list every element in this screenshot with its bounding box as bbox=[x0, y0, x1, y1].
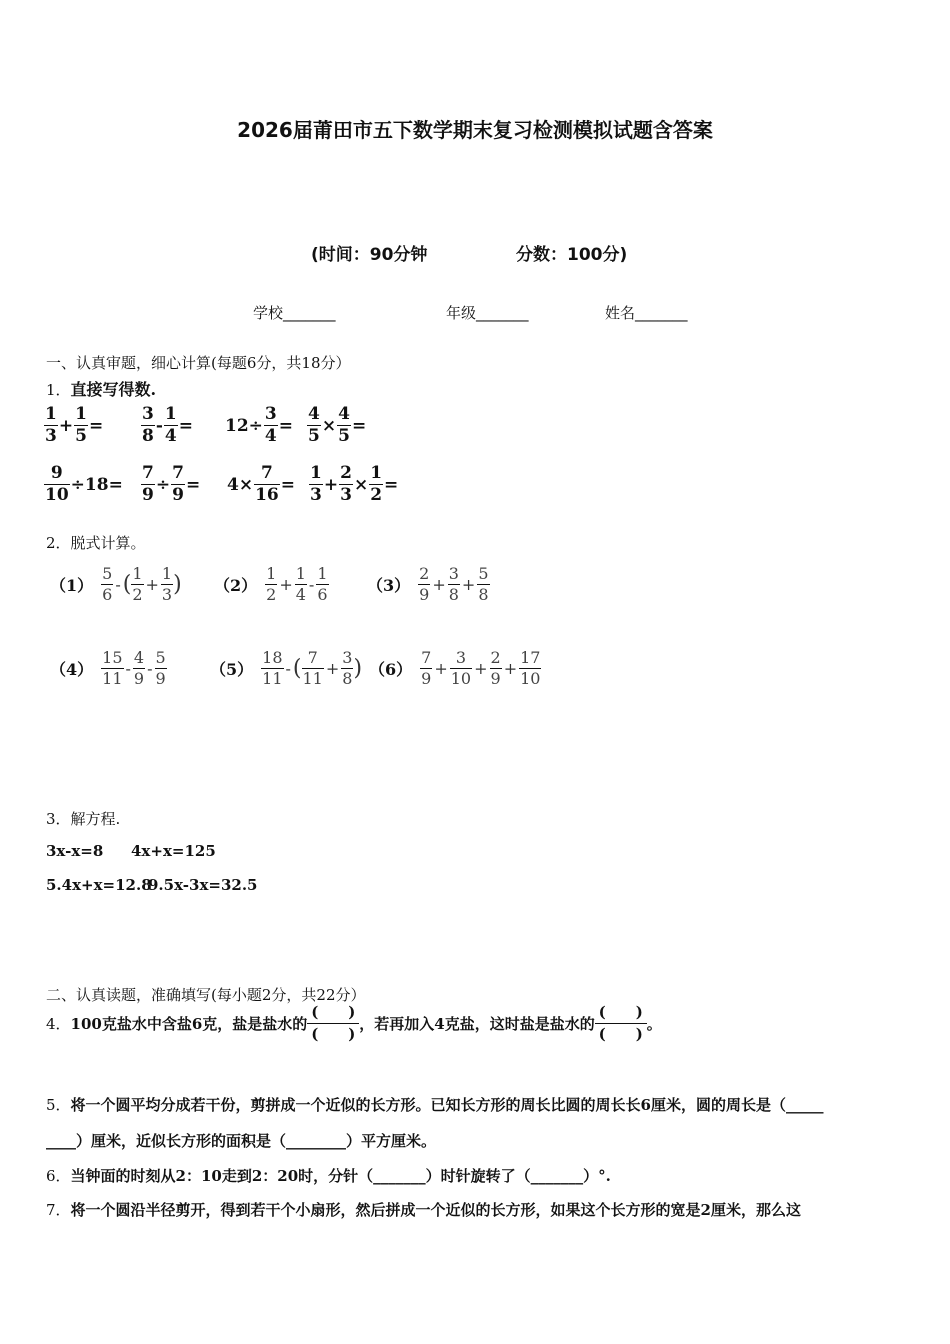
fraction: $\frac{1}{4}$ bbox=[164, 404, 177, 446]
fraction: $\frac{3}{8}$ bbox=[342, 648, 353, 688]
name-blank: _______ bbox=[635, 304, 688, 322]
fraction: $\frac{1}{3}$ bbox=[45, 404, 57, 446]
q1-item-6: $\frac{7}{9}$ ÷ $\frac{7}{9}$ = bbox=[142, 463, 201, 505]
q7-text: 将一个圆沿半径剪开，得到若干个小扇形，然后拼成一个近似的长方形，如果这个长方形的宽是2厘米，那么这 bbox=[70, 1201, 801, 1219]
fraction: $\frac{7}{11}$ bbox=[302, 648, 323, 688]
q3-header bbox=[46, 808, 120, 829]
q3-num: 3． bbox=[46, 810, 71, 828]
q2-label: （5） bbox=[210, 660, 254, 679]
q1-num: 1． bbox=[46, 381, 71, 399]
fraction: $\frac{1}{3}$ bbox=[310, 463, 322, 505]
fraction: $\frac{2}{3}$ bbox=[340, 463, 352, 505]
fraction: $\frac{1}{6}$ bbox=[317, 564, 328, 604]
fraction: $\frac{7}{9}$ bbox=[142, 463, 154, 505]
fraction: $\frac{2}{9}$ bbox=[490, 648, 501, 688]
section2-heading: 二、认真读题，准确填写(每小题2分，共22分） bbox=[46, 986, 366, 1004]
fraction: $\frac{5}{6}$ bbox=[102, 564, 113, 604]
section1-heading: 一、认真审题，细心计算(每题6分，共18分） bbox=[46, 354, 351, 372]
q1-item-3: 12÷ $\frac{3}{4}$ = bbox=[225, 404, 293, 446]
fraction: $\frac{7}{16}$ bbox=[255, 463, 279, 505]
q1-item-5: $\frac{9}{10}$ ÷18= bbox=[45, 463, 123, 505]
fraction: $\frac{2}{9}$ bbox=[419, 564, 430, 604]
q2-label: （2） bbox=[214, 576, 258, 595]
grade-blank: _______ bbox=[476, 304, 529, 322]
q2-expr-2: （2） $\frac{1}{2}$ + $\frac{1}{4}$ - $\frac{1}{6}$ bbox=[214, 564, 328, 604]
grade-label: 年级 bbox=[446, 304, 477, 322]
q1-item-8: $\frac{1}{3}$ + $\frac{2}{3}$ × $\frac{1}{2}$ = bbox=[310, 463, 399, 505]
q2-label: （6） bbox=[369, 660, 413, 679]
q7-line bbox=[46, 1199, 801, 1220]
fraction: $\frac{1}{5}$ bbox=[75, 404, 87, 446]
grade-field bbox=[446, 302, 529, 323]
q2-expr-4: （4） $\frac{15}{11}$ - $\frac{4}{9}$ - $\frac{5}{9}$ bbox=[50, 648, 166, 688]
name-field bbox=[605, 302, 688, 323]
q1-item-2: $\frac{3}{8}$ - $\frac{1}{4}$ = bbox=[142, 404, 193, 446]
exam-score: 分数：100分) bbox=[516, 245, 628, 265]
school-label: 学校 bbox=[253, 304, 284, 322]
fraction: $\frac{5}{9}$ bbox=[155, 648, 166, 688]
q5-num: 5． bbox=[46, 1096, 71, 1114]
q1-item-4: $\frac{4}{5}$ × $\frac{4}{5}$ = bbox=[308, 404, 367, 446]
q6-line bbox=[46, 1165, 611, 1186]
q4-answer-fraction-1: ( ) ( ) bbox=[307, 1005, 359, 1042]
fraction: $\frac{1}{2}$ bbox=[370, 463, 383, 505]
q1-text: 直接写得数. bbox=[70, 380, 157, 399]
name-label: 姓名 bbox=[605, 304, 636, 322]
q2-label: （1） bbox=[50, 576, 94, 595]
q2-header bbox=[46, 532, 146, 553]
q1-header bbox=[46, 377, 156, 400]
fraction: $\frac{1}{3}$ bbox=[161, 564, 173, 604]
fraction: $\frac{3}{8}$ bbox=[142, 404, 154, 446]
fraction: $\frac{5}{8}$ bbox=[478, 564, 489, 604]
q4-num: 4． bbox=[46, 1015, 71, 1033]
fraction: $\frac{7}{9}$ bbox=[172, 463, 184, 505]
fraction: $\frac{4}{5}$ bbox=[338, 404, 350, 446]
fraction: $\frac{17}{10}$ bbox=[520, 648, 541, 688]
fraction: $\frac{1}{2}$ bbox=[266, 564, 277, 604]
fraction: $\frac{1}{4}$ bbox=[295, 564, 306, 604]
q2-expr-6: （6） $\frac{7}{9}$ + $\frac{3}{10}$ + $\frac{2}{9}$ + $\frac{17}{10}$ bbox=[369, 648, 541, 688]
q2-expr-1: （1） $\frac{5}{6}$ -( $\frac{1}{2}$ + $\frac{1}{3}$ ) bbox=[50, 564, 182, 604]
exam-time: (时间：90分钟 bbox=[311, 245, 428, 265]
q4-part2: ，若再加入4克盐，这时盐是盐水的 bbox=[359, 1015, 595, 1033]
q4-line bbox=[46, 1005, 662, 1042]
fraction: $\frac{3}{10}$ bbox=[450, 648, 472, 688]
q7-num: 7． bbox=[46, 1201, 71, 1219]
q1-item-1: $\frac{1}{3}$ + $\frac{1}{5}$ = bbox=[45, 404, 104, 446]
fraction: $\frac{4}{5}$ bbox=[308, 404, 320, 446]
q2-expr-3: （3） $\frac{2}{9}$ + $\frac{3}{8}$ + $\frac{5}{8}$ bbox=[367, 564, 489, 604]
fraction: $\frac{7}{9}$ bbox=[421, 648, 432, 688]
fraction: $\frac{15}{11}$ bbox=[102, 648, 123, 688]
q5-text-1: 将一个圆平均分成若干份，剪拼成一个近似的长方形。已知长方形的周长比圆的周长长6厘米，圆的周长是（_____ bbox=[70, 1096, 824, 1114]
q2-expr-5: （5） $\frac{18}{11}$ -( $\frac{7}{11}$ + $\frac{3}{8}$ ) bbox=[210, 648, 363, 688]
fraction: $\frac{9}{10}$ bbox=[45, 463, 69, 505]
q3-text: 解方程. bbox=[70, 810, 121, 828]
equation: 9.5x-3x=32.5 bbox=[148, 876, 258, 894]
q6-text: 当钟面的时刻从2：10走到2：20时，分针（_______）时针旋转了（_______）°. bbox=[70, 1167, 611, 1185]
fraction: $\frac{4}{9}$ bbox=[133, 648, 145, 688]
equation: 4x+x=125 bbox=[131, 842, 216, 860]
school-field bbox=[253, 302, 336, 323]
q2-label: （4） bbox=[50, 660, 94, 679]
q4-answer-fraction-2: ( ) ( ) bbox=[595, 1005, 647, 1042]
q2-num: 2． bbox=[46, 534, 71, 552]
fraction: $\frac{18}{11}$ bbox=[262, 648, 283, 688]
q6-num: 6． bbox=[46, 1167, 71, 1185]
q5-line1 bbox=[46, 1094, 824, 1115]
fraction: $\frac{3}{8}$ bbox=[448, 564, 459, 604]
school-blank: _______ bbox=[283, 304, 336, 322]
fraction: $\frac{1}{2}$ bbox=[132, 564, 143, 604]
equation: 5.4x+x=12.8 bbox=[46, 876, 152, 894]
equation: 3x-x=8 bbox=[46, 842, 104, 860]
q4-part3: 。 bbox=[646, 1015, 662, 1033]
q5-line2: ____）厘米，近似长方形的面积是（________）平方厘米。 bbox=[46, 1132, 437, 1150]
q4-part1: 100克盐水中含盐6克，盐是盐水的 bbox=[70, 1015, 308, 1033]
q1-item-7: 4× $\frac{7}{16}$ = bbox=[227, 463, 295, 505]
q2-label: （3） bbox=[367, 576, 411, 595]
page-title: 2026届莆田市五下数学期末复习检测模拟试题含答案 bbox=[237, 118, 713, 142]
fraction: $\frac{3}{4}$ bbox=[264, 404, 277, 446]
q2-text: 脱式计算。 bbox=[70, 534, 146, 552]
